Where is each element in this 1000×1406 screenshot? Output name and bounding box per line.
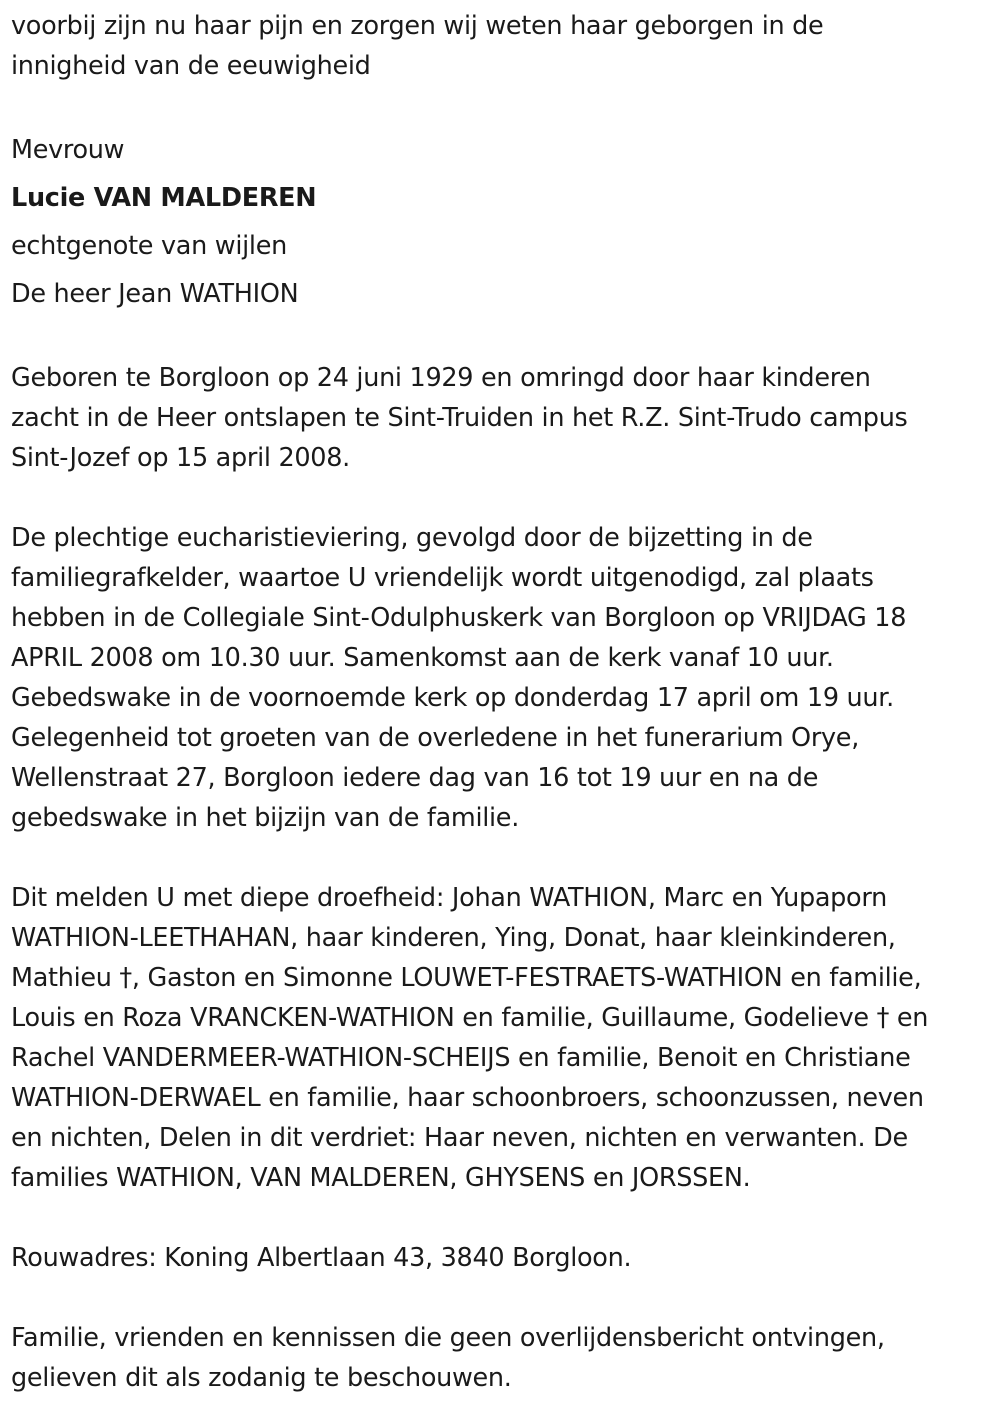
birth-paragraph bbox=[11, 358, 991, 478]
spouse-name: De heer Jean WATHION bbox=[11, 279, 299, 309]
text-line: en nichten, Delen in dit verdriet: Haar neven, nichten en verwanten. De bbox=[11, 1123, 908, 1153]
text-line: APRIL 2008 om 10.30 uur. Samenkomst aan de kerk vanaf 10 uur. bbox=[11, 643, 834, 673]
family-paragraph bbox=[11, 878, 991, 1198]
deceased-title-block bbox=[11, 126, 991, 318]
text-line: zacht in de Heer ontslapen te Sint-Truiden in het R.Z. Sint-Trudo campus bbox=[11, 403, 908, 433]
text-line: Mathieu †, Gaston en Simonne LOUWET-FESTRAETS-WATHION en familie, bbox=[11, 963, 922, 993]
text-line: Familie, vrienden en kennissen die geen overlijdensbericht ontvingen, bbox=[11, 1323, 885, 1353]
text-line: Louis en Roza VRANCKEN-WATHION en familie, Guillaume, Godelieve † en bbox=[11, 1003, 929, 1033]
text-line: Geboren te Borgloon op 24 juni 1929 en omringd door haar kinderen bbox=[11, 363, 871, 393]
mourning-address: Rouwadres: Koning Albertlaan 43, 3840 Borgloon. bbox=[11, 1243, 632, 1273]
text-line: Rachel VANDERMEER-WATHION-SCHEIJS en familie, Benoit en Christiane bbox=[11, 1043, 911, 1073]
relation-text: echtgenote van wijlen bbox=[11, 231, 287, 261]
text-line: De plechtige eucharistieviering, gevolgd door de bijzetting in de bbox=[11, 523, 813, 553]
text-line: Gelegenheid tot groeten van de overledene in het funerarium Orye, bbox=[11, 723, 859, 753]
text-line: WATHION-DERWAEL en familie, haar schoonbroers, schoonzussen, neven bbox=[11, 1083, 924, 1113]
salutation: Mevrouw bbox=[11, 135, 125, 165]
closing-paragraph bbox=[11, 1318, 991, 1398]
obituary-document bbox=[11, 0, 991, 1398]
deceased-name: Lucie VAN MALDEREN bbox=[11, 183, 317, 213]
ceremony-paragraph bbox=[11, 518, 991, 838]
text-line: voorbij zijn nu haar pijn en zorgen wij weten haar geborgen in de bbox=[11, 11, 824, 41]
text-line: Wellenstraat 27, Borgloon iedere dag van 16 tot 19 uur en na de bbox=[11, 763, 819, 793]
text-line: families WATHION, VAN MALDEREN, GHYSENS en JORSSEN. bbox=[11, 1163, 751, 1193]
text-line: Sint-Jozef op 15 april 2008. bbox=[11, 443, 350, 473]
text-line: innigheid van de eeuwigheid bbox=[11, 51, 371, 81]
address-paragraph bbox=[11, 1238, 991, 1278]
text-line: familiegrafkelder, waartoe U vriendelijk wordt uitgenodigd, zal plaats bbox=[11, 563, 874, 593]
text-line: gelieven dit als zodanig te beschouwen. bbox=[11, 1363, 512, 1393]
text-line: gebedswake in het bijzijn van de familie. bbox=[11, 803, 519, 833]
text-line: Gebedswake in de voornoemde kerk op donderdag 17 april om 19 uur. bbox=[11, 683, 894, 713]
text-line: WATHION-LEETHAHAN, haar kinderen, Ying, Donat, haar kleinkinderen, bbox=[11, 923, 896, 953]
intro-paragraph bbox=[11, 6, 991, 86]
text-line: hebben in de Collegiale Sint-Odulphuskerk van Borgloon op VRIJDAG 18 bbox=[11, 603, 907, 633]
text-line: Dit melden U met diepe droefheid: Johan WATHION, Marc en Yupaporn bbox=[11, 883, 887, 913]
